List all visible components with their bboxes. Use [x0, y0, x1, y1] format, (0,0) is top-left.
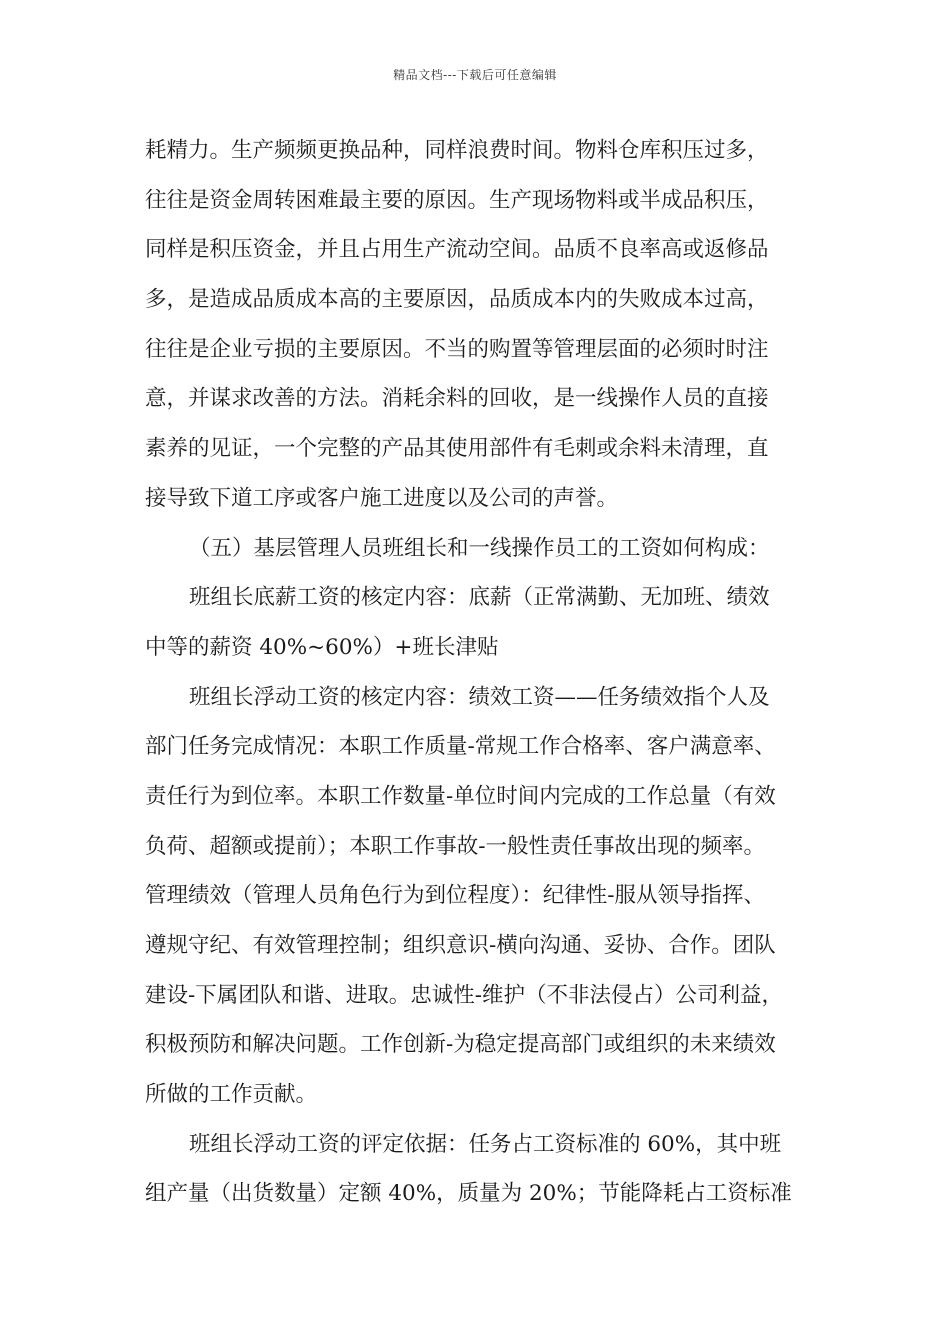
section-heading: （五）基层管理人员班组长和一线操作员工的工资如何构成： — [189, 535, 770, 561]
text-line: 积极预防和解决问题。工作创新-为稳定提高部门或组织的未来绩效 — [145, 1032, 776, 1058]
text-line: 管理绩效（管理人员角色行为到位程度）：纪律性-服从领导指挥、 — [145, 883, 766, 909]
text-line: 建设-下属团队和谐、进取。忠诚性-维护（不非法侵占）公司利益， — [145, 982, 784, 1008]
document-body — [145, 126, 815, 1219]
text-line: 所做的工作贡献。 — [145, 1082, 318, 1108]
paragraph-start: 班组长浮动工资的核定内容：绩效工资——任务绩效指个人及 — [189, 684, 770, 710]
text-line: 往往是资金周转困难最主要的原因。生产现场物料或半成品积压， — [145, 187, 769, 213]
text-line: 意，并谋求改善的方法。消耗余料的回收，是一线操作人员的直接 — [145, 386, 769, 412]
text-line: 遵规守纪、有效管理控制；组织意识-横向沟通、妥协、合作。团队 — [145, 933, 776, 958]
paragraph-start: 班组长浮动工资的评定依据：任务占工资标准的 60%，其中班 — [189, 1131, 782, 1157]
text-line: 接导致下道工序或客户施工进度以及公司的声誉。 — [145, 485, 619, 511]
text-line: 组产量（出货数量）定额 40%，质量为 20%；节能降耗占工资标准 — [145, 1181, 792, 1207]
text-line: 同样是积压资金，并且占用生产流动空间。品质不良率高或返修品 — [145, 237, 769, 263]
text-line: 往往是企业亏损的主要原因。不当的购置等管理层面的必须时时注 — [145, 336, 769, 362]
text-line: 中等的薪资 40%~60%）+班长津贴 — [145, 634, 499, 660]
text-line: 耗精力。生产频频更换品种，同样浪费时间。物料仓库积压过多， — [145, 138, 769, 163]
text-line: 多，是造成品质成本高的主要原因，品质成本内的失败成本过高， — [145, 287, 769, 313]
paragraph-start: 班组长底薪工资的核定内容：底薪（正常满勤、无加班、绩效 — [189, 585, 770, 611]
page-header: 精品文档---下载后可任意编辑 — [393, 68, 557, 82]
text-line: 负荷、超额或提前）；本职工作事故-一般性责任事故出现的频率。 — [145, 833, 766, 859]
text-line: 素养的见证，一个完整的产品其使用部件有毛刺或余料未清理，直 — [145, 436, 769, 462]
text-line: 部门任务完成情况：本职工作质量-常规工作合格率、客户满意率、 — [145, 734, 776, 760]
text-line: 责任行为到位率。本职工作数量-单位时间内完成的工作总量（有效 — [145, 783, 776, 809]
